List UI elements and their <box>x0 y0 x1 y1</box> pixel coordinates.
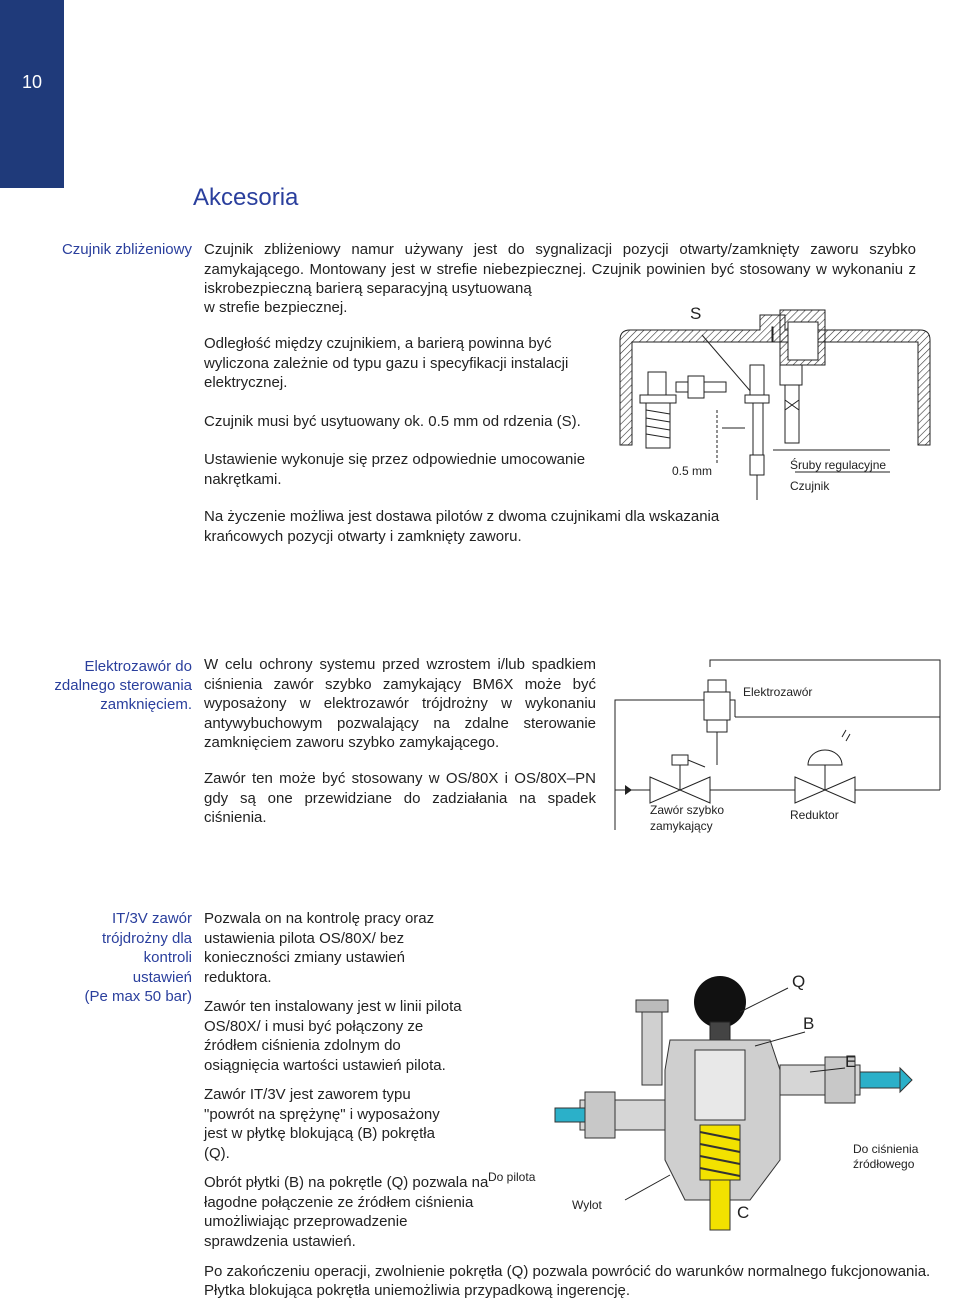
slamshut-label-2: zamykający <box>650 819 713 833</box>
sensor-paragraph-1b: w strefie bezpiecznej. <box>204 299 348 316</box>
sensor-paragraph-4: Ustawienie wykonuje się przez odpowiednie umocowanie nakrętkami. <box>204 451 586 488</box>
page-tab <box>0 0 64 188</box>
it3v-paragraph-1: Pozwala on na kontrolę pracy oraz ustawienia pilota OS/80X/ bez konieczności zmiany ustawień reduktora. <box>204 910 435 986</box>
reducer-label: Reduktor <box>790 808 839 822</box>
label-c: C <box>737 1203 750 1222</box>
it3v-paragraph-3: Zawór IT/3V jest zaworem typu "powrót na sprężynę" i wyposażony jest w płytkę blokującą (B) pokrętła (Q). <box>204 1086 440 1162</box>
solenoid-paragraph-1: W celu ochrony systemu przed wzrostem i/lub spadkiem ciśnienia zawór szybko zamykający BM6X może być wyposażony w elektrozawór trójdrożny w wykonaniu antywybuchowym pozwalający na zdalne sterowanie zamknięciem zaworu szybko zamykającego. <box>204 656 596 751</box>
section-label-proximity-sensor: Czujnik zbliżeniowy <box>61 241 192 258</box>
sensor-paragraph-5: Na życzenie możliwa jest dostawa pilotów z dwoma czujnikami dla wskazania krańcowych pozycji otwarty i zamknięty zaworu. <box>204 508 720 545</box>
section-label-it3v-line-3: kontroli <box>143 949 192 966</box>
section-label-it3v-line-1: IT/3V zawór <box>111 910 192 927</box>
pressure-source-label-2: źródłowego <box>853 1157 915 1171</box>
section-label-it3v-line-2: trójdrożny dla <box>101 929 192 947</box>
core-s-label: S <box>690 304 702 323</box>
proximity-sensor-diagram <box>610 300 940 500</box>
solenoid-label: Elektrozawór <box>743 685 813 699</box>
section-label-solenoid <box>54 657 192 714</box>
section-label-solenoid-line-2: zdalnego sterowania <box>54 677 192 694</box>
section-label-it3v-line-4: ustawień <box>132 968 192 986</box>
it3v-paragraph-5a: Po zakończeniu operacji, zwolnienie pokrętła (Q) pozwala powrócić do warunków normalnego fukcjonowania. <box>204 1263 931 1280</box>
it3v-paragraph-4: Obrót płytki (B) na pokrętle (Q) pozwala na łagodne połączenie ze źródłem ciśnienia umożliwiając przeprowadzenie sprawdzenia ustawień. <box>204 1174 489 1250</box>
section-label-solenoid-line-3: zamknięciem. <box>100 696 192 713</box>
outlet-label: Wylot <box>572 1198 602 1212</box>
section-label-solenoid-line-1: Elektrozawór do <box>84 658 192 675</box>
section-label-it3v-line-5: (Pe max 50 bar) <box>84 988 192 1005</box>
page-title: Akcesoria <box>193 184 299 211</box>
page-number: 10 <box>21 72 43 92</box>
label-b: B <box>803 1014 815 1033</box>
it3v-paragraph-5b: Płytka blokująca pokrętła uniemożliwia przypadkową ingerencję. <box>204 1282 631 1299</box>
pressure-source-label-1: Do ciśnienia <box>853 1142 919 1156</box>
label-e: E <box>845 1052 857 1071</box>
sensor-paragraph-2: Odległość między czujnikiem, a barierą powinna być wyliczona zależnie od typu gazu i specyfikacji instalacji elektrycznej. <box>204 335 569 391</box>
to-pilot-label: Do pilota <box>488 1170 536 1184</box>
label-q: Q <box>792 972 806 991</box>
proximity-sensor-drawing <box>610 300 940 500</box>
sensor-label: Czujnik <box>790 479 830 493</box>
section-label-it3v <box>84 909 192 1007</box>
it3v-valve-diagram <box>470 960 940 1250</box>
slamshut-label-1: Zawór szybko <box>650 803 725 817</box>
sensor-paragraph-1: Czujnik zbliżeniowy namur używany jest do sygnalizacji pozycji otwarty/zamknięty zaworu szybko zamykającego. Montowany jest w strefie niebezpiecznej. Czujnik powinien być stosowany w wykonaniu z iskrobezpieczną barierą separacyjną usytuowaną <box>204 241 916 297</box>
screws-label: Śruby regulacyjne <box>790 458 887 472</box>
gap-label: 0.5 mm <box>672 464 713 478</box>
solenoid-paragraph-2: Zawór ten może być stosowany w OS/80X i OS/80X–PN gdy są one przewidziane do zadziałania na spadek ciśnienia. <box>204 770 596 826</box>
solenoid-scheme-diagram <box>610 655 950 840</box>
it3v-valve-drawing <box>470 960 940 1250</box>
sensor-paragraph-3: Czujnik musi być usytuowany ok. 0.5 mm od rdzenia (S). <box>204 413 581 430</box>
it3v-paragraph-2: Zawór ten instalowany jest w linii pilota OS/80X/ i musi być połączony ze źródłem ciśnienia zdolnym do osiągnięcia wartości ustawień pilota. <box>204 998 462 1074</box>
